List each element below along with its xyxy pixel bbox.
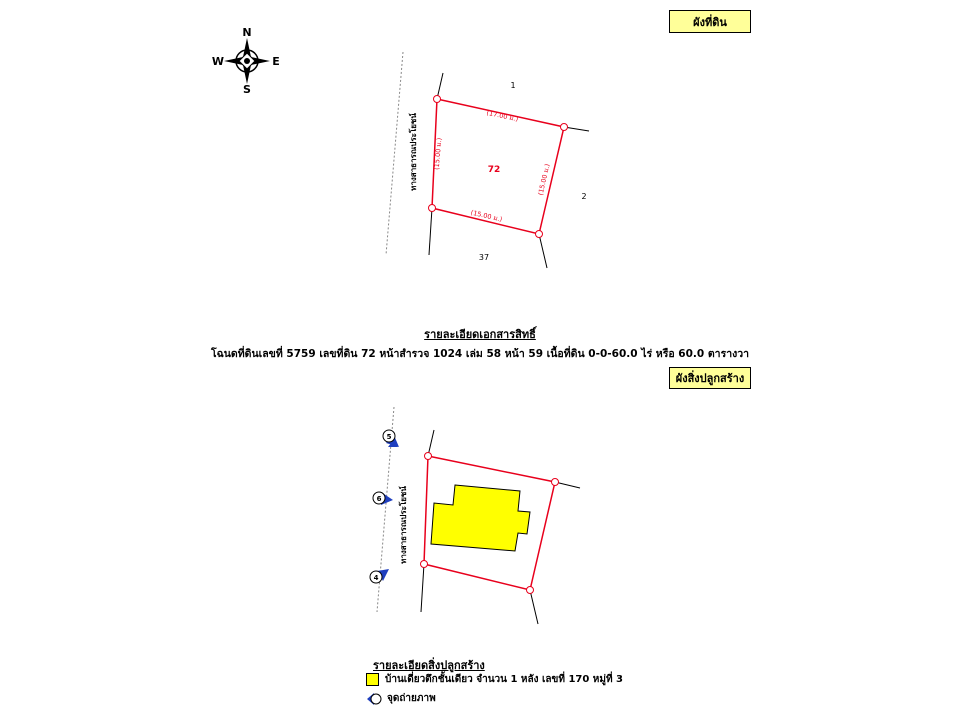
compass-s: S — [243, 83, 251, 96]
house-swatch — [366, 673, 379, 686]
land-plan — [386, 52, 589, 268]
legend-photo-label: จุดถ่ายภาพ — [387, 693, 436, 704]
building-plan-tag: ผังสิ่งปลูกสร้าง — [669, 367, 751, 389]
road-edge — [386, 52, 403, 255]
dim-top: (17.00 ม.) — [485, 108, 519, 124]
building-plan — [370, 407, 580, 624]
land-plan-tag: ผังที่ดิน — [669, 10, 751, 33]
neighbor-north: 1 — [510, 81, 516, 90]
compass-n: N — [242, 26, 252, 39]
road-label-2: ทางสาธารณประโยชน์ — [399, 486, 408, 564]
compass-w: W — [211, 55, 225, 68]
photo-point-4-icon — [370, 569, 389, 583]
legend-house-label: บ้านเดี่ยวตึกชั้นเดียว จำนวน 1 หลัง เลขที่ 170 หมู่ที่ 3 — [385, 674, 624, 685]
dim-bottom: (15.00 ม.) — [469, 208, 503, 224]
house-footprint — [431, 485, 530, 551]
photo-point-5-label: 5 — [386, 433, 392, 441]
road-label: ทางสาธารณประโยชน์ — [409, 113, 418, 191]
legend-house — [366, 672, 623, 687]
legend-photo-point — [366, 691, 436, 706]
photo-point-4-label: 4 — [373, 574, 379, 582]
document-detail: โฉนดที่ดินเลขที่ 5759 เลขที่ดิน 72 หน้าสำรวจ 1024 เล่ม 58 หน้า 59 เนื้อที่ดิน 0-0-60.0 ไร่ หรือ 60.0 ตารางวา — [210, 348, 750, 360]
neighbor-east: 2 — [581, 192, 587, 201]
photo-point-5-icon — [383, 430, 399, 447]
compass-rose-icon — [212, 26, 280, 96]
building-detail-heading: รายละเอียดสิ่งปลูกสร้าง — [373, 659, 485, 672]
dim-left: (15.00 ม.) — [432, 137, 444, 171]
compass-e: E — [272, 55, 280, 68]
photo-point-legend-icon — [366, 692, 384, 706]
document-heading: รายละเอียดเอกสารสิทธิ์ — [424, 328, 536, 341]
neighbor-south: 37 — [478, 253, 490, 262]
photo-point-6-icon — [373, 492, 393, 505]
parcel-number: 72 — [487, 165, 501, 175]
dim-right: (15.00 ม.) — [536, 163, 552, 197]
photo-point-6-label: 6 — [376, 495, 382, 503]
